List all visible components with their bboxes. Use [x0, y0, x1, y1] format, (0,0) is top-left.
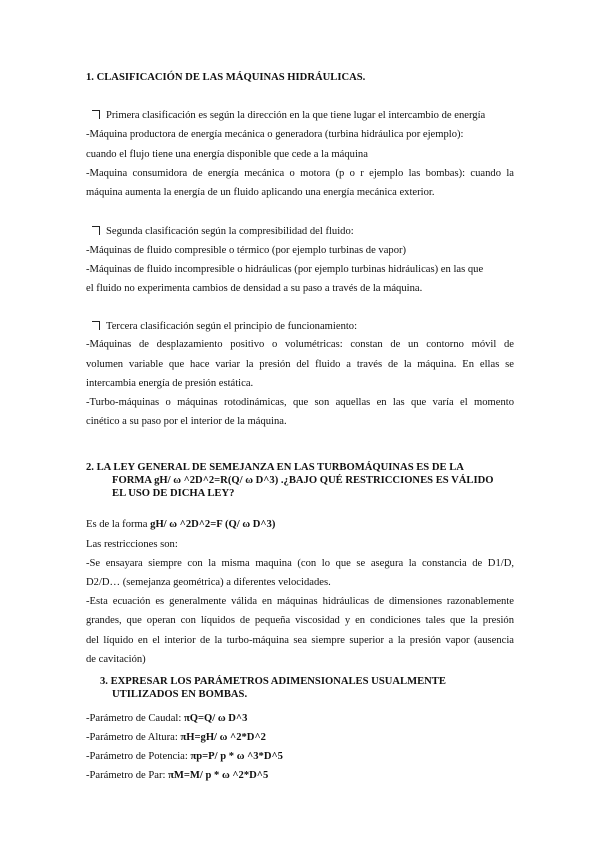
text-line: máquina aumenta la energía de un fluido aplicando una energía mecánica exterior. — [86, 187, 435, 198]
section-2-heading-line-1: 2. LA LEY GENERAL DE SEMEJANZA EN LAS TURBOMÁQUINAS ES DE LA — [86, 462, 464, 473]
text-line: grandes, que operan con líquidos de pequeña viscosidad y en condiciones tales que la presión — [86, 615, 514, 626]
text-line: el fluido no experimenta cambios de densidad a su paso a través de la máquina. — [86, 283, 423, 294]
param-row-potencia: -Parámetro de Potencia: πp=P/ p * ω ^3*D^5 — [86, 751, 283, 762]
text-line: -Turbo-máquinas o máquinas rotodinámicas, que son aquellas en las que varía el momento — [86, 397, 514, 408]
text-line: cinético a su paso por el interior de la máquina. — [86, 416, 287, 427]
text-line: volumen variable que hace variar la presión del fluido a través de la máquina. En ellas se — [86, 359, 514, 370]
checkbox-bullet-icon — [92, 110, 100, 119]
text-line: cuando el flujo tiene una energía disponible que cede a la máquina — [86, 149, 368, 160]
classification-1-title: Primera clasificación es según la dirección en la que tiene lugar el intercambio de energía — [86, 109, 514, 122]
checkbox-bullet-icon — [92, 321, 100, 330]
text-line: Las restricciones son: — [86, 539, 178, 550]
section-3-heading-line-1: 3. EXPRESAR LOS PARÁMETROS ADIMENSIONALES USUALMENTE — [100, 676, 446, 687]
text-line: del líquido en el interior de la turbo-máquina sea siempre superior a la presión vapor (ausencia — [86, 635, 514, 646]
checkbox-bullet-icon — [92, 226, 100, 235]
classification-3-title: Tercera clasificación según el principio de funcionamiento: — [86, 320, 514, 333]
text-line: intercambia energía de presión estática. — [86, 378, 254, 389]
text-line: -Máquinas de fluido compresible o térmico (por ejemplo turbinas de vapor) — [86, 245, 407, 256]
text-line: -Maquina consumidora de energía mecánica o motora (p o r ejemplo las bombas): cuando la — [86, 168, 514, 179]
section-2-heading-line-3: EL USO DE DICHA LEY? — [112, 488, 235, 499]
text-line: -Máquinas de fluido incompresible o hidráulicas (por ejemplo turbinas hidráulicas) en las que — [86, 264, 484, 275]
param-row-altura: -Parámetro de Altura: πH=gH/ ω ^2*D^2 — [86, 732, 266, 743]
text-line: -Máquinas de desplazamiento positivo o volumétricas: constan de un contorno móvil de — [86, 339, 514, 350]
text-line: -Máquina productora de energía mecánica o generadora (turbina hidráulica por ejemplo): — [86, 129, 464, 140]
classification-2-title: Segunda clasificación según la compresibilidad del fluido: — [86, 225, 514, 238]
text-line: -Esta ecuación es generalmente válida en máquinas hidráulicas de dimensiones razonablemente — [86, 596, 514, 607]
param-row-par: -Parámetro de Par: πM=M/ p * ω ^2*D^5 — [86, 770, 269, 781]
text-line: de cavitación) — [86, 654, 146, 665]
formula-line: Es de la forma gH/ ω ^2D^2=F (Q/ ω D^3) — [86, 519, 276, 530]
similarity-law-formula: gH/ ω ^2D^2=F (Q/ ω D^3) — [150, 519, 276, 530]
section-3-heading-line-2: UTILIZADOS EN BOMBAS. — [112, 689, 248, 700]
section-2-heading-line-2: FORMA gH/ ω ^2D^2=R(Q/ ω D^3) .¿BAJO QUÉ RESTRICCIONES ES VÁLIDO — [112, 475, 494, 486]
text-line: -Se ensayara siempre con la misma maquina (con lo que se asegura la constancia de D1/D, — [86, 558, 514, 569]
section-1-heading: 1. CLASIFICACIÓN DE LAS MÁQUINAS HIDRÁULICAS. — [86, 72, 366, 83]
param-row-caudal: -Parámetro de Caudal: πQ=Q/ ω D^3 — [86, 713, 248, 724]
text-line: D2/D… (semejanza geométrica) a diferentes velocidades. — [86, 577, 331, 588]
